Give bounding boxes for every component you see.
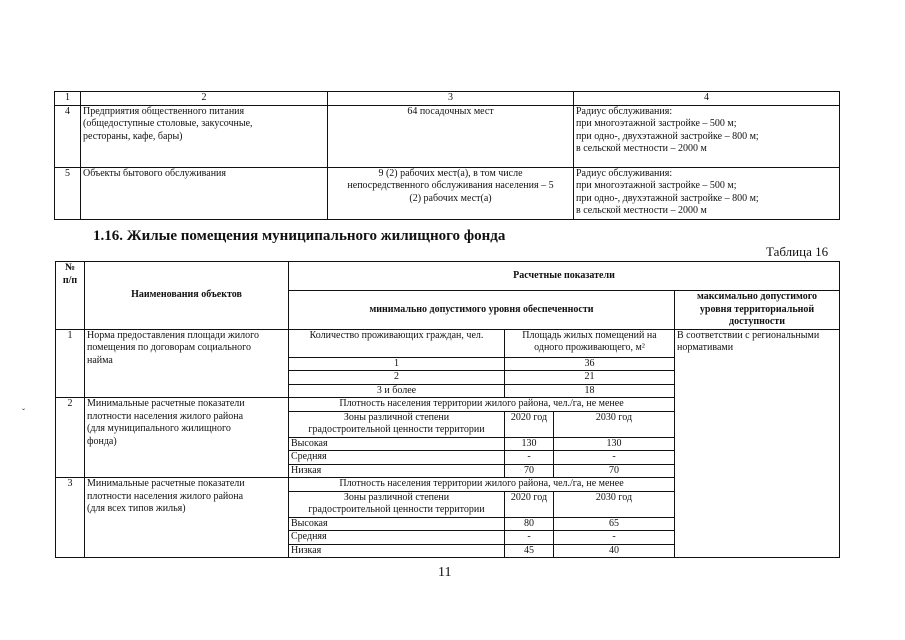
value-2030: - — [554, 531, 675, 545]
object-name: Норма предоставления площади жилого помещения по договорам социального найма — [85, 329, 289, 398]
header-cell: 2 — [81, 92, 328, 106]
area-cell: 36 — [505, 357, 675, 371]
value-2020: 70 — [505, 464, 554, 478]
row-number: 4 — [55, 105, 81, 167]
header-num: № п/п — [56, 262, 85, 330]
col-residents: Количество проживающих граждан, чел. — [289, 329, 505, 357]
row-number: 1 — [56, 329, 85, 398]
zone-cell: Низкая — [289, 464, 505, 478]
value-2030: 70 — [554, 464, 675, 478]
row-number: 2 — [56, 398, 85, 478]
year-2020-header: 2020 год — [505, 411, 554, 437]
services-table — [54, 91, 840, 220]
residents-cell: 1 — [289, 357, 505, 371]
area-cell: 18 — [505, 384, 675, 398]
header-name: Наименования объектов — [85, 262, 289, 330]
header-max: максимально допустимого уровня территориальной доступности — [675, 291, 840, 330]
value-2030: 130 — [554, 437, 675, 451]
density-header: Плотность населения территории жилого района, чел./га, не менее — [289, 478, 675, 492]
zones-header: Зоны различной степени градостроительной ценности территории — [289, 411, 505, 437]
object-name: Минимальные расчетные показатели плотности населения жилого района (для всех типов жилья) — [85, 478, 289, 558]
value-2020: - — [505, 451, 554, 465]
value-2020: 80 — [505, 517, 554, 531]
value-2020: 45 — [505, 544, 554, 558]
header-cell: 3 — [328, 92, 574, 106]
table-header-row — [56, 262, 840, 291]
density-header: Плотность населения территории жилого района, чел./га, не менее — [289, 398, 675, 412]
value-2030: 65 — [554, 517, 675, 531]
value-2030: 40 — [554, 544, 675, 558]
header-min: минимально допустимого уровня обеспеченности — [289, 291, 675, 330]
table-row — [56, 329, 840, 357]
residents-cell: 2 — [289, 371, 505, 385]
value-2020: 130 — [505, 437, 554, 451]
area-cell: 21 — [505, 371, 675, 385]
year-2030-header: 2030 год — [554, 411, 675, 437]
zones-header: Зоны различной степени градостроительной ценности территории — [289, 491, 505, 517]
section-title: 1.16. Жилые помещения муниципального жилищного фонда — [93, 228, 506, 244]
year-2020-header: 2020 год — [505, 491, 554, 517]
zone-cell: Средняя — [289, 451, 505, 465]
capacity-value: 9 (2) рабочих мест(а), в том числе непосредственного обслуживания населения – 5 (2) рабочих мест(а) — [328, 167, 574, 219]
table-header-row — [55, 92, 840, 106]
header-cell: 4 — [574, 92, 840, 106]
service-radius: Радиус обслуживания: при многоэтажной застройке – 500 м; при одно-, двухэтажной застройке – 800 м; в сельской местности – 2000 м — [574, 105, 840, 167]
header-calc: Расчетные показатели — [289, 262, 840, 291]
year-2030-header: 2030 год — [554, 491, 675, 517]
zone-cell: Высокая — [289, 437, 505, 451]
object-name: Объекты бытового обслуживания — [81, 167, 328, 219]
zone-cell: Низкая — [289, 544, 505, 558]
capacity-value: 64 посадочных мест — [328, 105, 574, 167]
max-level: В соответствии с региональными нормативами — [675, 329, 840, 558]
value-2030: - — [554, 451, 675, 465]
col-area: Площадь жилых помещений на одного проживающего, м² — [505, 329, 675, 357]
residents-cell: 3 и более — [289, 384, 505, 398]
page-number: 11 — [438, 565, 452, 580]
zone-cell: Средняя — [289, 531, 505, 545]
service-radius: Радиус обслуживания: при многоэтажной застройке – 500 м; при одно-, двухэтажной застройке – 800 м; в сельской местности – 2000 м — [574, 167, 840, 219]
housing-table — [55, 261, 840, 558]
table-row — [55, 167, 840, 219]
object-name: Минимальные расчетные показатели плотности населения жилого района (для муниципального жилищного фонда) — [85, 398, 289, 478]
table-row — [55, 105, 840, 167]
row-number: 5 — [55, 167, 81, 219]
table-label: Таблица 16 — [766, 244, 829, 259]
header-cell: 1 — [55, 92, 81, 106]
value-2020: - — [505, 531, 554, 545]
zone-cell: Высокая — [289, 517, 505, 531]
margin-mark: ˇ — [22, 407, 25, 417]
object-name: Предприятия общественного питания (общедоступные столовые, закусочные, рестораны, кафе, бары) — [81, 105, 328, 167]
row-number: 3 — [56, 478, 85, 558]
